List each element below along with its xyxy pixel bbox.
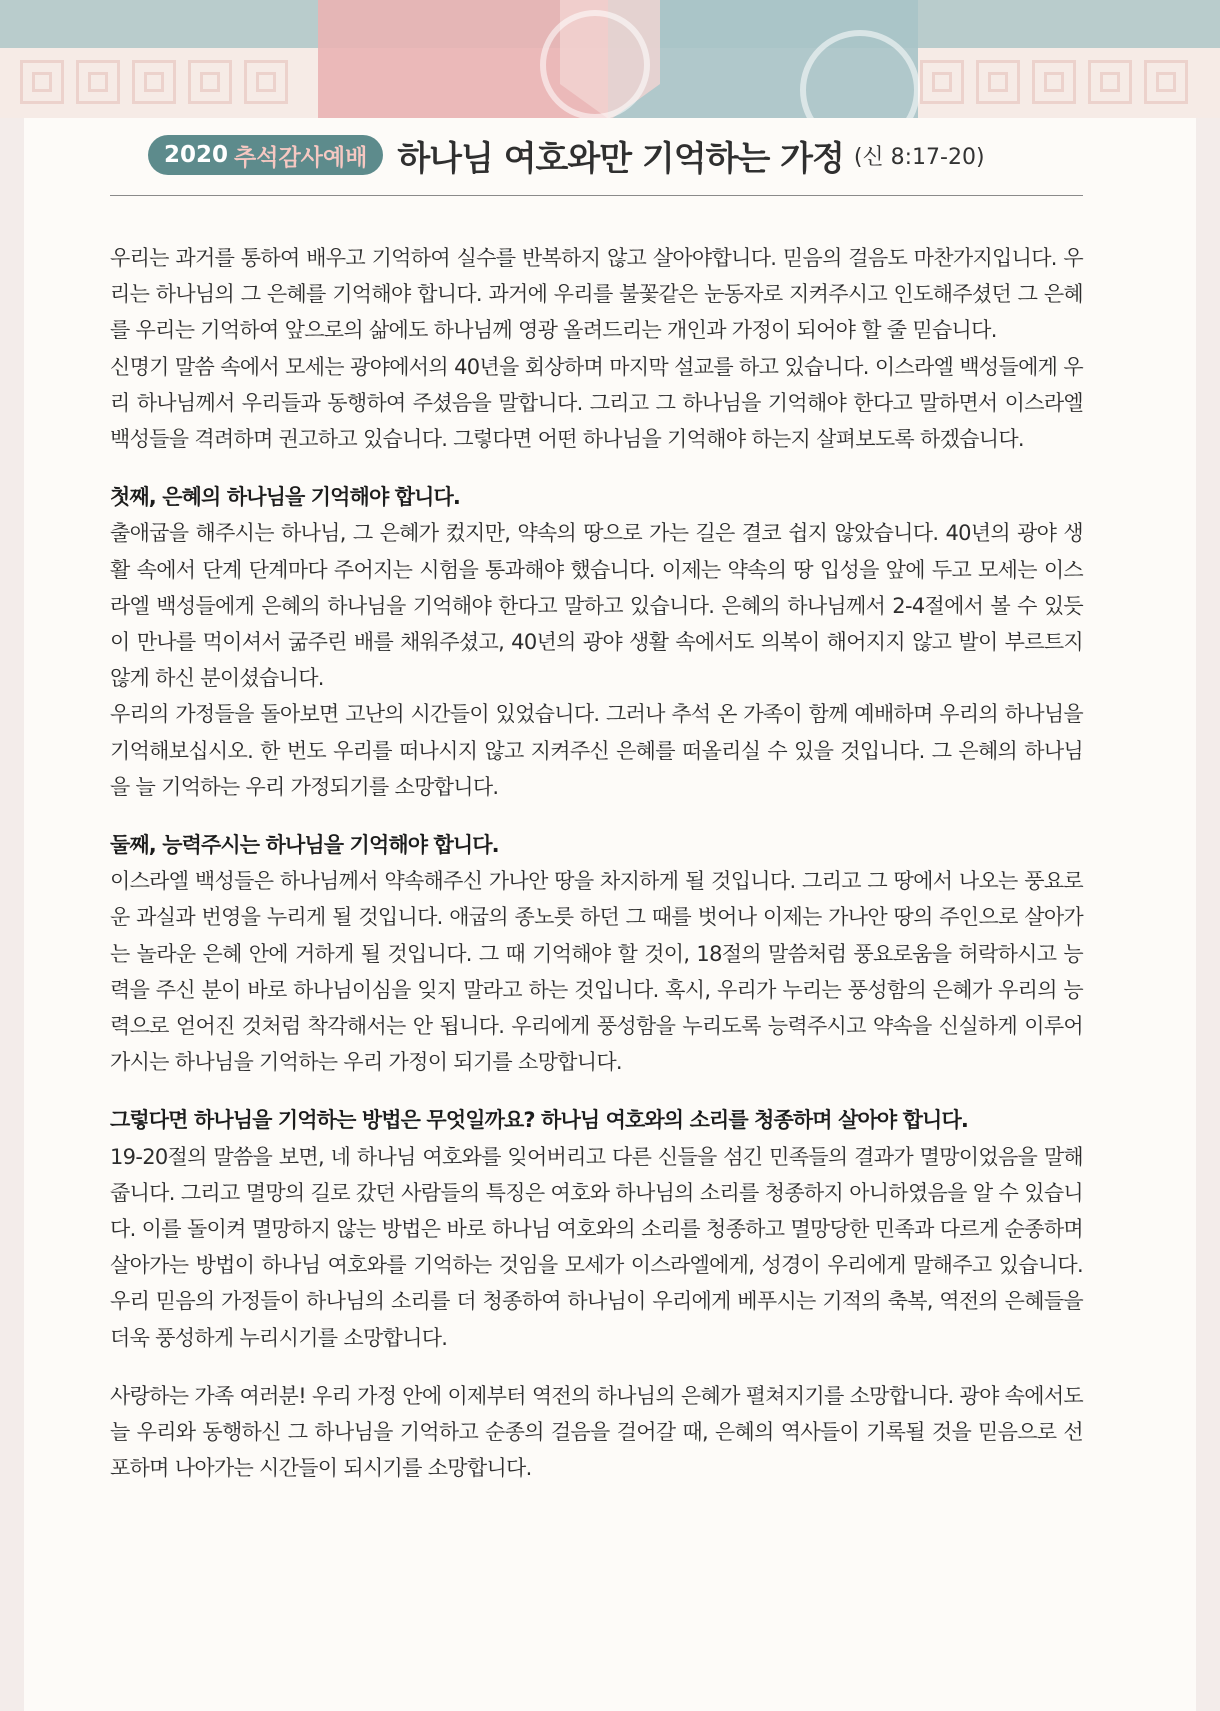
intro-paragraph: 신명기 말씀 속에서 모세는 광야에서의 40년을 회상하며 마지막 설교를 하고 있습니다. 이스라엘 백성들에게 우리 하나님께서 우리들과 동행하여 주셨음을 말합니다. 그리고 그 하나님을 기억해야 한다고 말하면서 이스라엘 백성들을 격려하며 권고하고 있습니다. 그렇다면 어떤 하나님을 기억해야 하는지 살펴보도록 하겠습니다. [110,354,1083,452]
section-paragraph: 19-20절의 말씀을 보면, 네 하나님 여호와를 잊어버리고 다른 신들을 섬긴 민족들의 결과가 멸망이었음을 말해줍니다. 그리고 멸망의 길로 갔던 사람들의 특징은 여호와 하나님의 소리를 청종하지 아니하였음을 알 수 있습니다. 이를 돌이켜 멸망하지 않는 방법은 바로 하나님 여호와의 소리를 청종하고 멸망당한 민족과 다르게 순종하며 살아가는 방법이 하나님 여호와를 기억하는 것임을 모세가 이스라엘에게, 성경이 우리에게 말해주고 있습니다. 우리 믿음의 가정들이 하나님의 소리를 더 청종하여 하나님이 우리에게 베푸시는 기적의 축복, 역전의 은혜들을 더욱 풍성하게 누리시기를 소망합니다. [110,1144,1083,1350]
page-header [148,133,985,177]
section-heading: 첫째, 은혜의 하나님을 기억해야 합니다. [110,485,460,510]
intro-paragraph: 우리는 과거를 통하여 배우고 기억하여 실수를 반복하지 않고 살아야합니다. 믿음의 걸음도 마찬가지입니다. 우리는 하나님의 그 은혜를 기억해야 합니다. 과거에 우리를 불꽃같은 눈동자로 지켜주시고 인도해주셨던 그 은혜를 우리는 기억하여 앞으로의 삶에도 하나님께 영광 올려드리는 개인과 가정이 되어야 할 줄 믿습니다. [110,246,1083,343]
sermon-body [110,240,1083,1487]
paper-edge-left [0,118,24,1711]
section-heading: 그렇다면 하나님을 기억하는 방법은 무엇일까요? 하나님 여호와의 소리를 청종하며 살아야 합니다. [110,1108,968,1133]
badge-year: 2020 [164,142,229,168]
section-paragraph: 출애굽을 해주시는 하나님, 그 은혜가 컸지만, 약속의 땅으로 가는 길은 결코 쉽지 않았습니다. 40년의 광야 생활 속에서 단계 단계마다 주어지는 시험을 통과해야 했습니다. 이제는 약속의 땅 입성을 앞에 두고 모세는 이스라엘 백성들에게 은혜의 하나님을 기억해야 한다고 말하고 있습니다. 은혜의 하나님께서 2-4절에서 볼 수 있듯이 만나를 먹이셔서 굶주린 배를 채워주셨고, 40년의 광야 생활 속에서도 의복이 해어지지 않고 발이 부르트지 않게 하신 분이셨습니다. [110,521,1083,691]
section-paragraph: 우리의 가정들을 돌아보면 고난의 시간들이 있었습니다. 그러나 추석 온 가족이 함께 예배하며 우리의 하나님을 기억해보십시오. 한 번도 우리를 떠나시지 않고 지켜주신 은혜를 떠올리실 수 있을 것입니다. 그 은혜의 하나님을 늘 기억하는 우리 가정되기를 소망합니다. [110,702,1083,799]
paper-edge-right [1196,118,1220,1711]
closing-paragraph: 사랑하는 가족 여러분! 우리 가정 안에 이제부터 역전의 하나님의 은혜가 펼쳐지기를 소망합니다. 광야 속에서도 늘 우리와 동행하신 그 하나님을 기억하고 순종의 걸음을 걸어갈 때, 은혜의 역사들이 기록될 것을 믿음으로 선포하며 나아가는 시간들이 되시기를 소망합니다. [110,1383,1083,1481]
page-title: 하나님 여호와만 기억하는 가정 [397,138,844,179]
scripture-reference: (신 8:17-20) [853,144,985,170]
badge-event: 추석감사예배 [234,144,368,171]
section-heading: 둘째, 능력주시는 하나님을 기억해야 합니다. [110,833,499,858]
service-badge [148,135,383,175]
header-divider [110,195,1083,196]
section-paragraph: 이스라엘 백성들은 하나님께서 약속해주신 가나안 땅을 차지하게 될 것입니다. 그리고 그 땅에서 나오는 풍요로운 과실과 번영을 누리게 될 것입니다. 애굽의 종노릇 하던 그 때를 벗어나 이제는 가나안 땅의 주인으로 살아가는 놀라운 은혜 안에 거하게 될 것입니다. 그 때 기억해야 할 것이, 18절의 말씀처럼 풍요로움을 허락하시고 능력을 주신 분이 바로 하나님이심을 잊지 말라고 하는 것입니다. 혹시, 우리가 누리는 풍성함의 은혜가 우리의 능력으로 얻어진 것처럼 착각해서는 안 됩니다. 우리에게 풍성함을 누리도록 능력주시고 약속을 신실하게 이루어가시는 하나님을 기억하는 우리 가정이 되기를 소망합니다. [110,869,1083,1075]
seal-emblem [540,10,650,120]
